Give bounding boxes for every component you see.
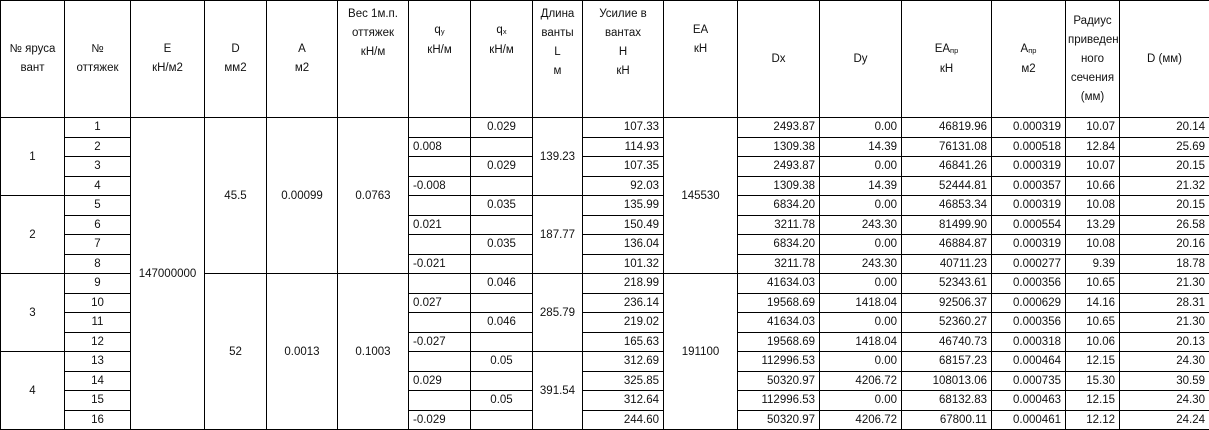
eapr-value: 68132.83 [902, 391, 992, 411]
dx-value: 1309.38 [738, 176, 820, 196]
cable-force: 165.63 [583, 332, 664, 352]
qx-empty [471, 410, 533, 430]
dx-value: 50320.97 [738, 410, 820, 430]
dy-value: 0.00 [820, 118, 902, 138]
guy-number: 2 [65, 137, 131, 157]
header-Apr: $A_{пр}$ м2 [992, 1, 1066, 118]
apr-value: 0.000319 [992, 196, 1066, 216]
tier-number: 3 [1, 274, 65, 352]
radius-value: 12.84 [1066, 137, 1120, 157]
guy-number: 13 [65, 352, 131, 372]
cable-length: 285.79 [533, 274, 583, 352]
unit-weight: 0.1003 [338, 274, 409, 430]
header-force: Усилие в вантах H кН [583, 1, 664, 118]
guy-number: 12 [65, 332, 131, 352]
dy-value: 0.00 [820, 391, 902, 411]
header-tier: № яруса вант [1, 1, 65, 118]
cable-force: 114.93 [583, 137, 664, 157]
cable-force: 218.99 [583, 274, 664, 294]
eapr-value: 52343.61 [902, 274, 992, 294]
dx-value: 50320.97 [738, 371, 820, 391]
dy-value: 14.39 [820, 176, 902, 196]
eapr-value: 52444.81 [902, 176, 992, 196]
d-mm-value: 21.30 [1120, 313, 1209, 333]
header-D: D мм2 [205, 1, 267, 118]
qx-value: 0.035 [471, 235, 533, 255]
cable-length: 187.77 [533, 196, 583, 274]
qx-empty [471, 215, 533, 235]
apr-value: 0.000464 [992, 352, 1066, 372]
header-Dy: Dy [820, 1, 902, 118]
qx-empty [471, 293, 533, 313]
eapr-value: 68157.23 [902, 352, 992, 372]
radius-value: 12.15 [1066, 391, 1120, 411]
guy-number: 14 [65, 371, 131, 391]
radius-value: 14.16 [1066, 293, 1120, 313]
guy-number: 4 [65, 176, 131, 196]
header-length: Длина ванты L м [533, 1, 583, 118]
cable-force: 92.03 [583, 176, 664, 196]
apr-value: 0.000318 [992, 332, 1066, 352]
qy-empty [409, 352, 471, 372]
cable-force: 136.04 [583, 235, 664, 255]
radius-value: 9.39 [1066, 254, 1120, 274]
header-A: A м2 [267, 1, 338, 118]
cable-force: 107.33 [583, 118, 664, 138]
dy-value: 0.00 [820, 274, 902, 294]
qx-value: 0.046 [471, 313, 533, 333]
d-mm-value: 25.69 [1120, 137, 1209, 157]
d-mm-value: 20.14 [1120, 118, 1209, 138]
eapr-value: 108013.06 [902, 371, 992, 391]
cable-force: 312.64 [583, 391, 664, 411]
radius-value: 10.07 [1066, 118, 1120, 138]
apr-value: 0.000461 [992, 410, 1066, 430]
guy-number: 6 [65, 215, 131, 235]
apr-value: 0.000356 [992, 274, 1066, 294]
radius-value: 10.07 [1066, 157, 1120, 177]
tier-number: 1 [1, 118, 65, 196]
radius-value: 15.30 [1066, 371, 1120, 391]
qy-value: -0.021 [409, 254, 471, 274]
dy-value: 0.00 [820, 196, 902, 216]
eapr-value: 46740.73 [902, 332, 992, 352]
dx-value: 2493.87 [738, 157, 820, 177]
dx-value: 1309.38 [738, 137, 820, 157]
radius-value: 10.08 [1066, 196, 1120, 216]
header-guy-no: № оттяжек [65, 1, 131, 118]
header-E: E кН/м2 [131, 1, 205, 118]
dx-value: 41634.03 [738, 274, 820, 294]
cable-force: 325.85 [583, 371, 664, 391]
dy-value: 0.00 [820, 352, 902, 372]
header-D-mm: D (мм) [1120, 1, 1209, 118]
qy-value: 0.021 [409, 215, 471, 235]
dx-value: 3211.78 [738, 254, 820, 274]
cable-length: 139.23 [533, 118, 583, 196]
cable-force: 107.35 [583, 157, 664, 177]
eapr-value: 67800.11 [902, 410, 992, 430]
dy-value: 1418.04 [820, 293, 902, 313]
d-mm-value: 20.15 [1120, 196, 1209, 216]
qy-empty [409, 274, 471, 294]
qy-empty [409, 157, 471, 177]
apr-value: 0.000554 [992, 215, 1066, 235]
radius-value: 12.12 [1066, 410, 1120, 430]
qy-empty [409, 118, 471, 138]
qx-value: 0.046 [471, 274, 533, 294]
qx-value: 0.05 [471, 391, 533, 411]
dx-value: 2493.87 [738, 118, 820, 138]
guy-number: 15 [65, 391, 131, 411]
elastic-modulus: 147000000 [131, 118, 205, 430]
qx-empty [471, 371, 533, 391]
diameter: 52 [205, 274, 267, 430]
guy-number: 8 [65, 254, 131, 274]
cable-force: 219.02 [583, 313, 664, 333]
dx-value: 6834.20 [738, 235, 820, 255]
cable-force: 312.69 [583, 352, 664, 372]
guy-number: 10 [65, 293, 131, 313]
d-mm-value: 21.32 [1120, 176, 1209, 196]
qy-value: -0.008 [409, 176, 471, 196]
qy-empty [409, 235, 471, 255]
qx-empty [471, 254, 533, 274]
table-row [1, 118, 1209, 138]
apr-value: 0.000357 [992, 176, 1066, 196]
radius-value: 10.65 [1066, 313, 1120, 333]
eapr-value: 76131.08 [902, 137, 992, 157]
d-mm-value: 24.30 [1120, 352, 1209, 372]
header-weight: Вес 1м.п. оттяжек кН/м [338, 1, 409, 118]
dx-value: 19568.69 [738, 332, 820, 352]
dy-value: 14.39 [820, 137, 902, 157]
apr-value: 0.000319 [992, 118, 1066, 138]
guy-number: 7 [65, 235, 131, 255]
guy-number: 16 [65, 410, 131, 430]
qy-empty [409, 196, 471, 216]
d-mm-value: 24.24 [1120, 410, 1209, 430]
d-mm-value: 28.31 [1120, 293, 1209, 313]
qy-value: -0.027 [409, 332, 471, 352]
cable-length: 391.54 [533, 352, 583, 430]
dy-value: 4206.72 [820, 371, 902, 391]
apr-value: 0.000735 [992, 371, 1066, 391]
radius-value: 13.29 [1066, 215, 1120, 235]
cable-force: 244.60 [583, 410, 664, 430]
header-Dx: Dx [738, 1, 820, 118]
qy-value: 0.027 [409, 293, 471, 313]
qx-empty [471, 176, 533, 196]
eapr-value: 52360.27 [902, 313, 992, 333]
apr-value: 0.000356 [992, 313, 1066, 333]
radius-value: 10.06 [1066, 332, 1120, 352]
d-mm-value: 20.15 [1120, 157, 1209, 177]
qy-value: -0.029 [409, 410, 471, 430]
dy-value: 0.00 [820, 313, 902, 333]
apr-value: 0.000319 [992, 157, 1066, 177]
table-body [1, 118, 1209, 430]
qx-value: 0.029 [471, 157, 533, 177]
eapr-value: 46841.26 [902, 157, 992, 177]
area: 0.00099 [267, 118, 338, 274]
radius-value: 12.15 [1066, 352, 1120, 372]
apr-value: 0.000277 [992, 254, 1066, 274]
cable-force: 101.32 [583, 254, 664, 274]
axial-stiffness: 145530 [664, 118, 738, 274]
d-mm-value: 21.30 [1120, 274, 1209, 294]
dy-value: 243.30 [820, 215, 902, 235]
qx-value: 0.05 [471, 352, 533, 372]
radius-value: 10.66 [1066, 176, 1120, 196]
apr-value: 0.000629 [992, 293, 1066, 313]
dy-value: 4206.72 [820, 410, 902, 430]
dx-value: 112996.53 [738, 352, 820, 372]
tier-number: 2 [1, 196, 65, 274]
header-EA: EA кН [664, 1, 738, 118]
header-qx: $q_x$ кН/м [471, 1, 533, 118]
eapr-value: 46853.34 [902, 196, 992, 216]
guy-number: 1 [65, 118, 131, 138]
eapr-value: 92506.37 [902, 293, 992, 313]
dy-value: 243.30 [820, 254, 902, 274]
guy-number: 3 [65, 157, 131, 177]
radius-value: 10.65 [1066, 274, 1120, 294]
axial-stiffness: 191100 [664, 274, 738, 430]
qx-empty [471, 137, 533, 157]
eapr-value: 46884.87 [902, 235, 992, 255]
apr-value: 0.000518 [992, 137, 1066, 157]
dx-value: 6834.20 [738, 196, 820, 216]
unit-weight: 0.0763 [338, 118, 409, 274]
qx-value: 0.029 [471, 118, 533, 138]
dx-value: 41634.03 [738, 313, 820, 333]
dy-value: 0.00 [820, 157, 902, 177]
apr-value: 0.000319 [992, 235, 1066, 255]
radius-value: 10.08 [1066, 235, 1120, 255]
d-mm-value: 26.58 [1120, 215, 1209, 235]
area: 0.0013 [267, 274, 338, 430]
eapr-value: 46819.96 [902, 118, 992, 138]
qx-value: 0.035 [471, 196, 533, 216]
dy-value: 1418.04 [820, 332, 902, 352]
header-qy: $q_y$ кН/м [409, 1, 471, 118]
header-radius: Радиус приведен ного сечения (мм) [1066, 1, 1120, 118]
d-mm-value: 18.78 [1120, 254, 1209, 274]
cable-force: 150.49 [583, 215, 664, 235]
eapr-value: 40711.23 [902, 254, 992, 274]
header-row [1, 1, 1209, 118]
qy-empty [409, 391, 471, 411]
guy-number: 5 [65, 196, 131, 216]
header-EApr: $EA_{пр}$ кН [902, 1, 992, 118]
dx-value: 19568.69 [738, 293, 820, 313]
d-mm-value: 24.30 [1120, 391, 1209, 411]
eapr-value: 81499.90 [902, 215, 992, 235]
qy-value: 0.008 [409, 137, 471, 157]
qy-empty [409, 313, 471, 333]
dx-value: 112996.53 [738, 391, 820, 411]
d-mm-value: 30.59 [1120, 371, 1209, 391]
qy-value: 0.029 [409, 371, 471, 391]
guy-number: 9 [65, 274, 131, 294]
d-mm-value: 20.16 [1120, 235, 1209, 255]
cable-force: 135.99 [583, 196, 664, 216]
dy-value: 0.00 [820, 235, 902, 255]
diameter: 45.5 [205, 118, 267, 274]
apr-value: 0.000463 [992, 391, 1066, 411]
guy-number: 11 [65, 313, 131, 333]
tier-number: 4 [1, 352, 65, 430]
qx-empty [471, 332, 533, 352]
cable-force: 236.14 [583, 293, 664, 313]
d-mm-value: 20.13 [1120, 332, 1209, 352]
dx-value: 3211.78 [738, 215, 820, 235]
